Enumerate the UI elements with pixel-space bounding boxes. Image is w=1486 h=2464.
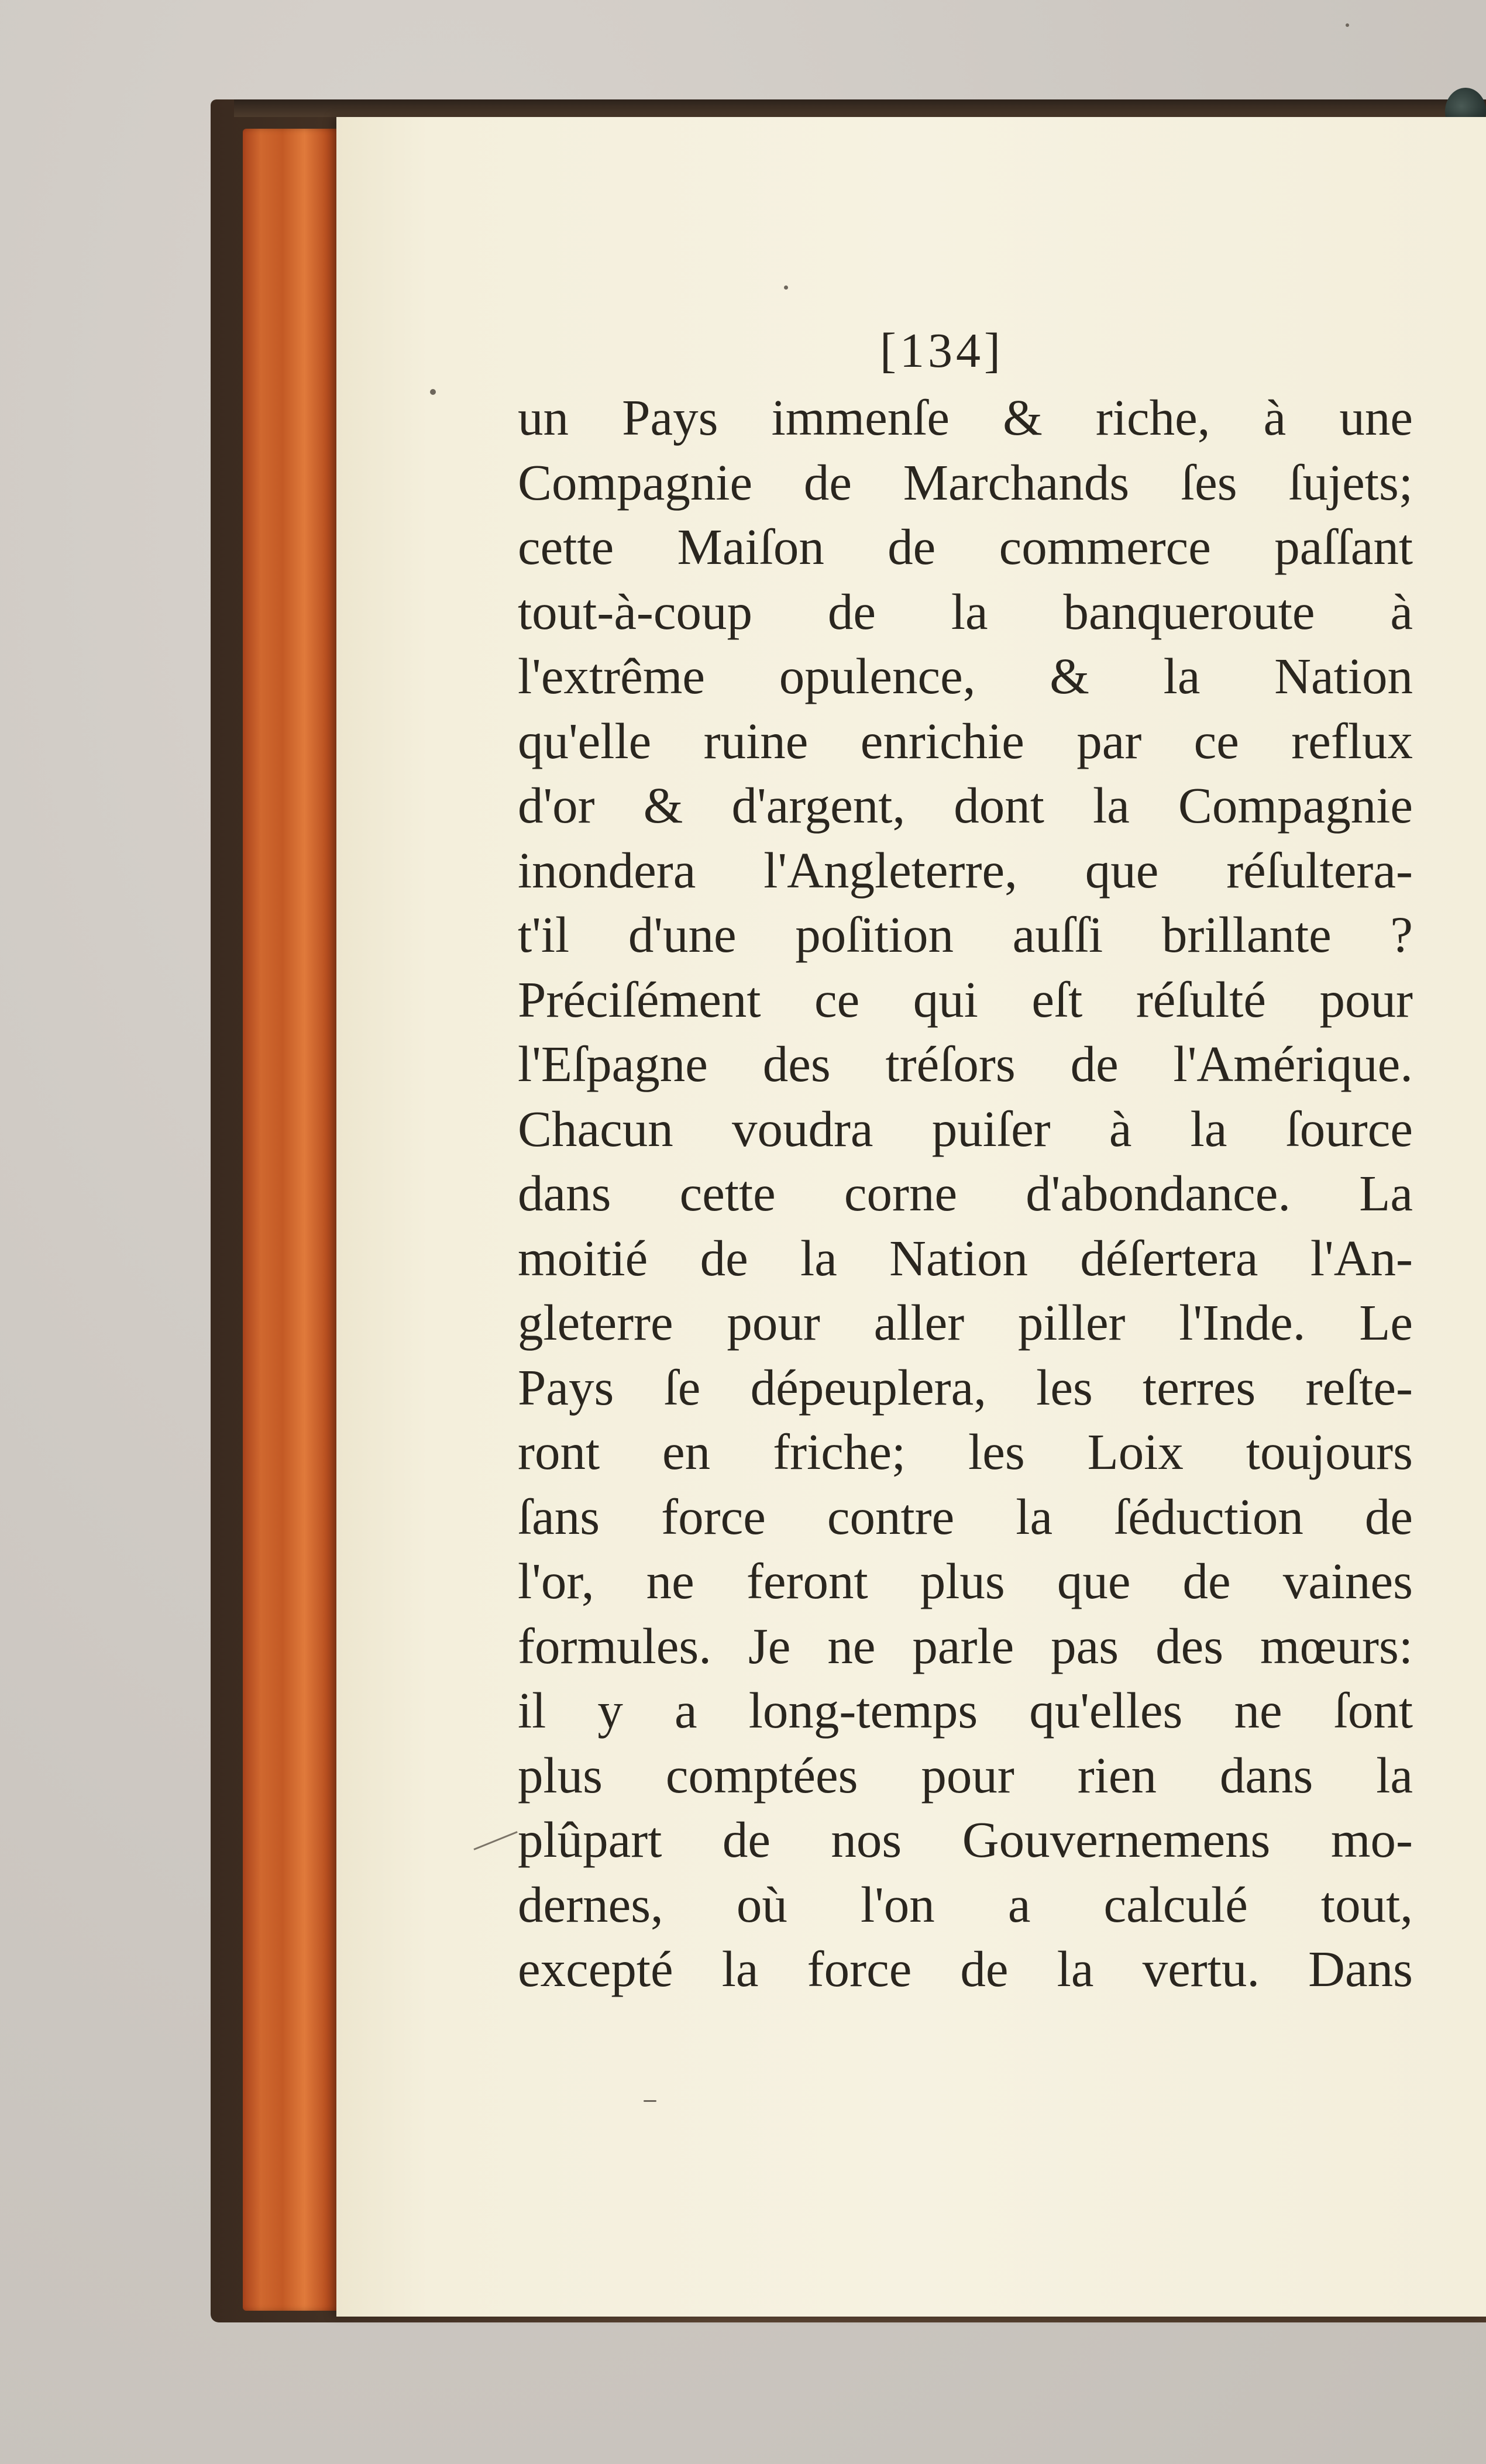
text-line: formules. Je ne parle pas des mœurs:	[518, 1617, 1413, 1674]
text-line: ſans force contre la ſéduction de	[518, 1488, 1413, 1545]
text-line: cette Maiſon de commerce paſſant	[518, 518, 1413, 575]
text-line: Compagnie de Marchands ſes ſujets;	[518, 453, 1413, 511]
text-line: Préciſément ce qui eſt réſulté pour	[518, 971, 1413, 1028]
book-top-edge	[234, 99, 1486, 117]
text-line: l'extrême opulence, & la Nation	[518, 648, 1413, 704]
text-line: d'or & d'argent, dont la Compagnie	[518, 777, 1413, 834]
text-line: dans cette corne d'abondance. La	[518, 1165, 1413, 1221]
text-line: excepté la force de la vertu. Dans	[518, 1940, 1413, 1997]
text-line: tout-à-coup de la banqueroute à	[518, 583, 1413, 640]
text-line: gleterre pour aller piller l'Inde. Le	[518, 1294, 1413, 1351]
paper-speck	[784, 285, 788, 290]
text-line: dernes, où l'on a calculé tout,	[518, 1875, 1413, 1933]
text-line: t'il d'une poſition auſſi brillante ?	[518, 906, 1413, 963]
text-line: Chacun voudra puiſer à la ſource	[518, 1100, 1413, 1157]
page-number: [134]	[880, 324, 1004, 378]
page-edges	[243, 129, 342, 2311]
text-line: ront en friche; les Loix toujours	[518, 1423, 1413, 1480]
text-line: moitié de la Nation déſertera l'An-	[518, 1229, 1413, 1286]
text-line: inondera l'Angleterre, que réſultera-	[518, 841, 1413, 899]
text-line: plus comptées pour rien dans la	[518, 1746, 1413, 1804]
paper-speck	[644, 2100, 656, 2102]
text-line: l'Eſpagne des tréſors de l'Amérique.	[518, 1035, 1413, 1092]
page-text	[518, 319, 1413, 2002]
text-line: l'or, ne feront plus que de vaines	[518, 1553, 1413, 1609]
text-line: qu'elle ruine enrichie par ce reflux	[518, 712, 1413, 769]
paper-speck	[430, 389, 436, 395]
text-line: plûpart de nos Gouvernemens mo-	[518, 1811, 1413, 1868]
text-line: il y a long-temps qu'elles ne ſont	[518, 1682, 1413, 1739]
text-line: un Pays immenſe & riche, à une	[518, 389, 1413, 446]
paper-speck	[1346, 23, 1349, 27]
text-line: Pays ſe dépeuplera, les terres reſte-	[518, 1358, 1413, 1416]
